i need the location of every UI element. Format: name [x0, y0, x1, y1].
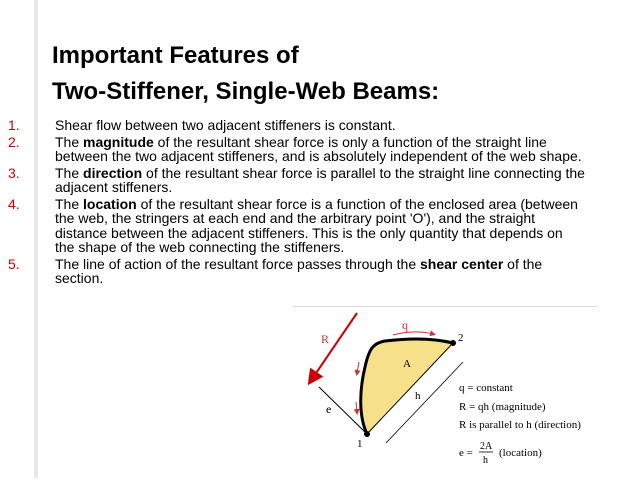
item-text: The location of the resultant shear force is a function of the enclosed area (between the web, the stringers at each end and the arbitrary point 'O'), and the straight distance between the adjacent stiffeners. This is the only quantity that depends on the shape of the web connecting the stiffeners.	[55, 195, 578, 255]
item-number: 4.	[8, 195, 20, 212]
equation-direction: R is parallel to h (direction)	[459, 419, 581, 431]
equation-location-lhs: e =	[459, 447, 473, 459]
shear-flow-arrow	[356, 402, 357, 412]
stiffener-2	[450, 340, 456, 346]
list-item	[0, 197, 620, 255]
equation-location-num: 2A	[480, 441, 493, 452]
label-q: q	[402, 318, 408, 332]
item-text: The line of action of the resultant force passes through the shear center of the section.	[55, 255, 543, 286]
equation-location-den: h	[483, 455, 488, 466]
keyword: magnitude	[83, 133, 154, 150]
item-text: Shear flow between two adjacent stiffeners is constant.	[55, 117, 396, 133]
label-e: e	[326, 402, 332, 416]
slide-title	[52, 38, 439, 110]
item-number: 5.	[8, 255, 20, 272]
label-h: h	[415, 390, 421, 402]
web-diagram-figure	[293, 306, 597, 479]
label-R: R	[321, 332, 330, 346]
title-line-1: Important Features of	[52, 42, 299, 69]
label-A: A	[403, 358, 411, 370]
features-list	[0, 118, 620, 288]
item-text: The direction of the resultant shear force is parallel to the straight line connecting the adjacent stiffeners.	[55, 164, 585, 195]
equation-location-rhs: (location)	[499, 447, 542, 459]
stiffener-1	[364, 431, 370, 437]
item-number: 2.	[8, 133, 20, 150]
web-diagram	[293, 307, 597, 479]
list-item	[0, 135, 620, 164]
item-number: 1.	[8, 117, 20, 133]
shear-flow-arrow	[357, 362, 359, 373]
keyword: direction	[83, 164, 143, 181]
label-2: 2	[458, 332, 464, 344]
equation-constant: q = constant	[459, 382, 513, 394]
title-line-2: Two-Stiffener, Single-Web Beams:	[52, 78, 440, 105]
list-item	[0, 257, 620, 286]
label-1: 1	[357, 438, 363, 450]
shear-flow-arrow	[393, 332, 433, 335]
item-number: 3.	[8, 164, 20, 181]
resultant-arrow	[310, 313, 357, 382]
list-item	[0, 118, 620, 133]
item-text: The magnitude of the resultant shear force is only a function of the straight line between the two adjacent stiffeners, and is absolutely independent of the web shape.	[55, 133, 582, 164]
list-item	[0, 166, 620, 195]
keyword: location	[83, 195, 137, 212]
equation-magnitude: R = qh (magnitude)	[459, 401, 546, 413]
keyword: shear center	[420, 255, 504, 272]
